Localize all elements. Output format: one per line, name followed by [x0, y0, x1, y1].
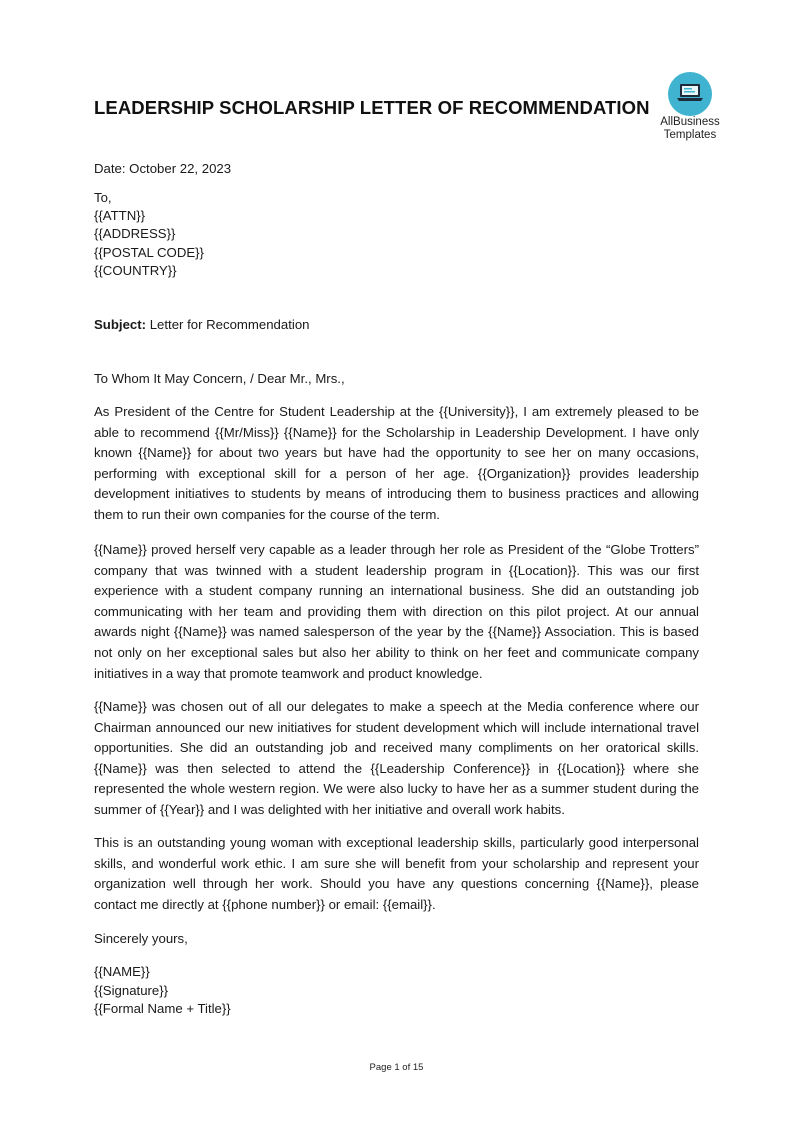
address-to: To, — [94, 190, 112, 205]
laptop-icon — [668, 72, 712, 116]
logo-text — [652, 116, 728, 142]
address-postal: {{POSTAL CODE}} — [94, 244, 204, 260]
logo-circle — [668, 72, 712, 116]
paragraph-2: {{Name}} proved herself very capable as a leader through her role as President of the “Globe Trotters” company that was twinned with a student leadership program in {{Location}}. This was our first experience with a student company running an international business. She did an outstanding job communicating with her team and providing them with direction on this pilot project. At our annual awards night {{Name}} was named salesperson of the year by the {{Name}} Association. This is based not only on her exceptional sales but also her ability to think on her feet and communicate company initiatives in a way that promote teamwork and product knowledge. — [94, 542, 699, 681]
signature-name: {{NAME}} — [94, 964, 150, 979]
logo-line-1: AllBusiness — [660, 116, 720, 128]
salutation: To Whom It May Concern, / Dear Mr., Mrs., — [94, 371, 345, 386]
subject-line — [94, 315, 699, 335]
closing: Sincerely yours, — [94, 931, 188, 946]
document-title: LEADERSHIP SCHOLARSHIP LETTER OF RECOMMENDATION — [94, 97, 650, 118]
allbusiness-templates-logo — [652, 70, 728, 144]
subject-label: Subject: — [94, 317, 147, 332]
address-country: {{COUNTRY}} — [94, 262, 177, 278]
signature-formal-title: {{Formal Name + Title}} — [94, 1001, 231, 1017]
page-number: Page 1 of 15 — [369, 1062, 424, 1073]
signature-block — [94, 963, 699, 1019]
address-street: {{ADDRESS}} — [94, 226, 176, 242]
paragraph-4: This is an outstanding young woman with exceptional leadership skills, particularly good interpersonal skills, and wonderful work ethic. I am sure she will benefit from your scholarship and represent your organization well through her work. Should you have any questions concerning {{Name}}, please contact me directly at {{phone number}} or email: {{email}}. — [94, 835, 699, 912]
letter-date: Date: October 22, 2023 — [94, 161, 232, 176]
paragraph-1: As President of the Centre for Student Leadership at the {{University}}, I am extremely pleased to be able to recommend {{Mr/Miss}} {{Name}} for the Scholarship in Leadership Development. I have only known {{Name}} for about two years but have had the opportunity to see her on many occasions, performing with exceptional skill for a person of her age. {{Organization}} provides leadership development initiatives to students by means of introducing them to business practices and allowing them to run their own companies for the course of the term. — [94, 404, 699, 522]
recipient-address — [94, 189, 699, 280]
address-attn: {{ATTN}} — [94, 208, 146, 224]
logo-line-2: Templates — [663, 129, 717, 141]
signature-placeholder: {{Signature}} — [94, 982, 169, 998]
paragraph-3: {{Name}} was chosen out of all our delegates to make a speech at the Media conference where our Chairman announced our new initiatives for student development which will include international travel opportunities. She did an outstanding job and received many compliments on her oratorical skills. {{Name}} was then selected to attend the {{Leadership Conference}} in {{Location}} where she represented the whole western region. We were also lucky to have her as a summer student during the summer of {{Year}} and I was delighted with her initiative and overall work habits. — [94, 699, 699, 817]
subject-text: Letter for Recommendation — [146, 317, 310, 332]
